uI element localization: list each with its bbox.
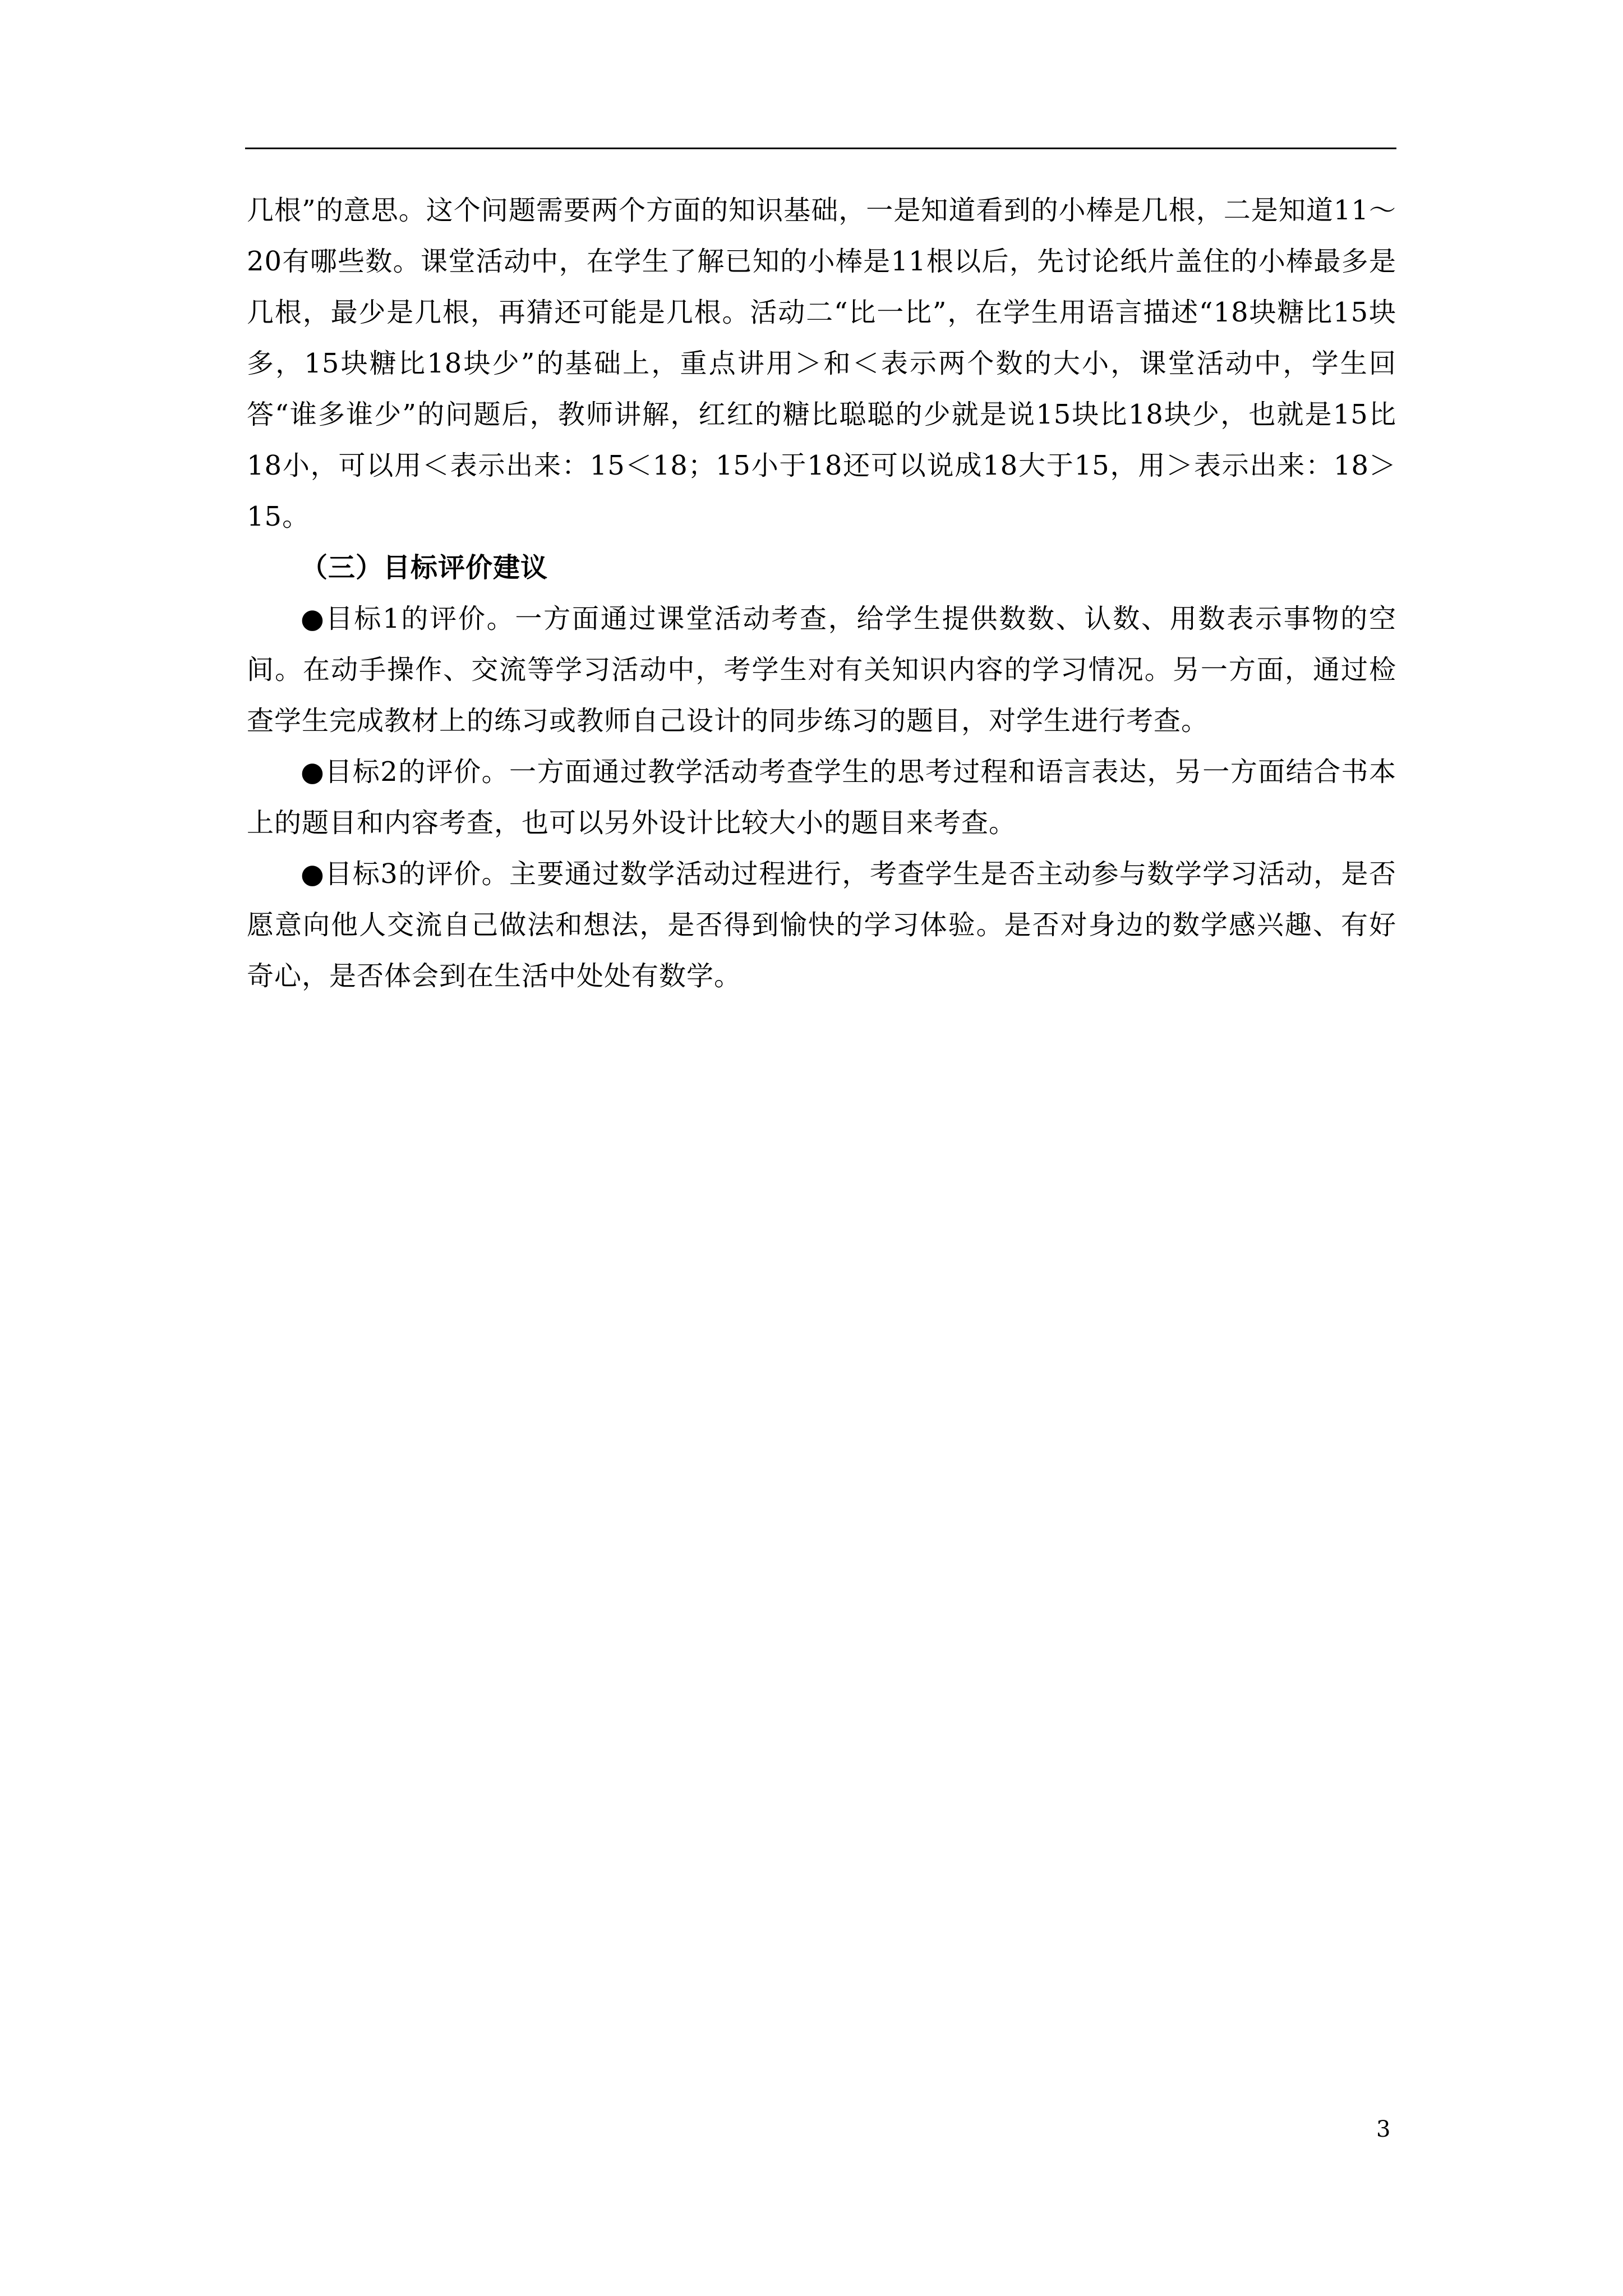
page-number: 3 [1376,2116,1391,2142]
evaluation-goal-1: ●目标1的评价。一方面通过课堂活动考查，给学生提供数数、认数、用数表示事物的空间。在动手操作、交流等学习活动中，考学生对有关知识内容的学习情况。另一方面，通过检查学生完成教材上的练习或教师自己设计的同步练习的题目，对学生进行考查。 [247,603,1396,737]
section-heading: （三）目标评价建议 [301,552,548,583]
header-rule [245,148,1396,149]
evaluation-goal-3: ●目标3的评价。主要通过数学活动过程进行，考查学生是否主动参与数学学习活动，是否愿意向他人交流自己做法和想法，是否得到愉快的学习体验。是否对身边的数学感兴趣、有好奇心，是否体会到在生活中处处有数学。 [247,858,1396,992]
evaluation-goal-2: ●目标2的评价。一方面通过教学活动考查学生的思考过程和语言表达，另一方面结合书本上的题目和内容考查，也可以另外设计比较大小的题目来考查。 [247,756,1396,839]
document-body [247,185,1396,1002]
intro-paragraph: 几根”的意思。这个问题需要两个方面的知识基础，一是知道看到的小棒是几根，二是知道11～20有哪些数。课堂活动中，在学生了解已知的小棒是11根以后，先讨论纸片盖住的小棒最多是几根，最少是几根，再猜还可能是几根。活动二“比一比”，在学生用语言描述“18块糖比15块多，15块糖比18块少”的基础上，重点讲用＞和＜表示两个数的大小，课堂活动中，学生回答“谁多谁少”的问题后，教师讲解，红红的糖比聪聪的少就是说15块比18块少，也就是15比18小，可以用＜表示出来：15＜18；15小于18还可以说成18大于15，用＞表示出来：18＞15。 [247,195,1396,532]
